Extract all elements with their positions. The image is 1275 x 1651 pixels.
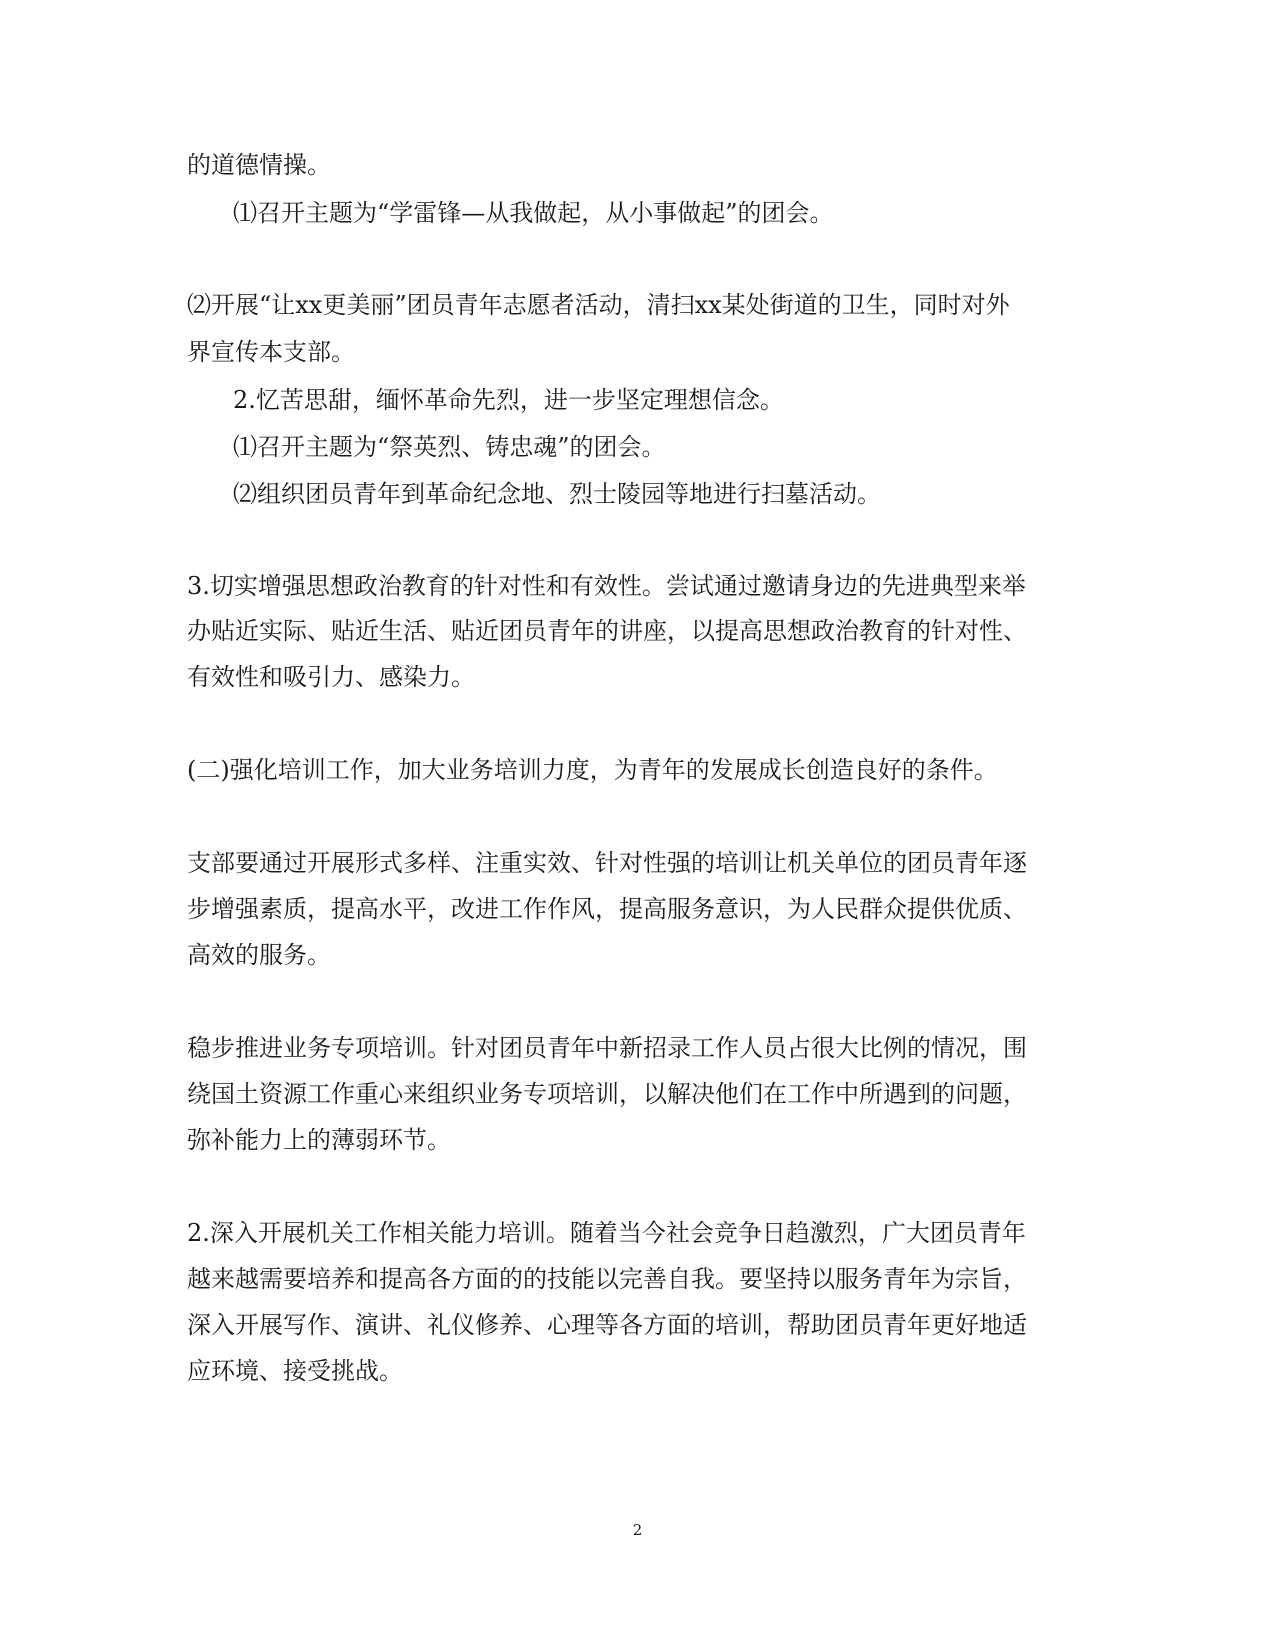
text-line: 的道德情操。 <box>187 151 331 179</box>
text-line: 应环境、接受挑战。 <box>187 1357 403 1385</box>
text-line: 弥补能力上的薄弱环节。 <box>187 1126 451 1154</box>
text-line: ⑵组织团员青年到革命纪念地、烈士陵园等地进行扫墓活动。 <box>233 480 881 508</box>
text-line: 3.切实增强思想政治教育的针对性和有效性。尝试通过邀请身边的先进典型来举 <box>187 572 1026 600</box>
text-line: 支部要通过开展形式多样、注重实效、针对性强的培训让机关单位的团员青年逐 <box>187 849 1027 877</box>
text-line: 深入开展写作、演讲、礼仪修养、心理等各方面的培训，帮助团员青年更好地适 <box>187 1311 1027 1339</box>
text-line: 办贴近实际、贴近生活、贴近团员青年的讲座，以提高思想政治教育的针对性、 <box>187 617 1027 645</box>
text-line: 2.深入开展机关工作相关能力培训。随着当今社会竞争日趋激烈，广大团员青年 <box>187 1219 1026 1247</box>
page-number: 2 <box>632 1521 643 1539</box>
text-line: 越来越需要培养和提高各方面的的技能以完善自我。要坚持以服务青年为宗旨， <box>187 1265 1027 1293</box>
text-line: (二)强化培训工作，加大业务培训力度，为青年的发展成长创造良好的条件。 <box>187 756 998 784</box>
text-line: ⑴召开主题为“学雷锋—从我做起，从小事做起”的团会。 <box>233 199 834 227</box>
text-line: 有效性和吸引力、感染力。 <box>187 663 475 691</box>
text-line: 步增强素质，提高水平，改进工作作风，提高服务意识，为人民群众提供优质、 <box>187 895 1027 923</box>
text-line: 稳步推进业务专项培训。针对团员青年中新招录工作人员占很大比例的情况，围 <box>187 1034 1027 1062</box>
text-line: 高效的服务。 <box>187 941 331 969</box>
text-line: 界宣传本支部。 <box>187 338 355 366</box>
text-line: ⑵开展“让xx更美丽”团员青年志愿者活动，清扫xx某处街道的卫生，同时对外 <box>187 291 1010 319</box>
text-line: ⑴召开主题为“祭英烈、铸忠魂”的团会。 <box>233 433 666 461</box>
text-line: 绕国土资源工作重心来组织业务专项培训，以解决他们在工作中所遇到的问题， <box>187 1080 1027 1108</box>
text-line: 2.忆苦思甜，缅怀革命先烈，进一步坚定理想信念。 <box>233 386 784 414</box>
